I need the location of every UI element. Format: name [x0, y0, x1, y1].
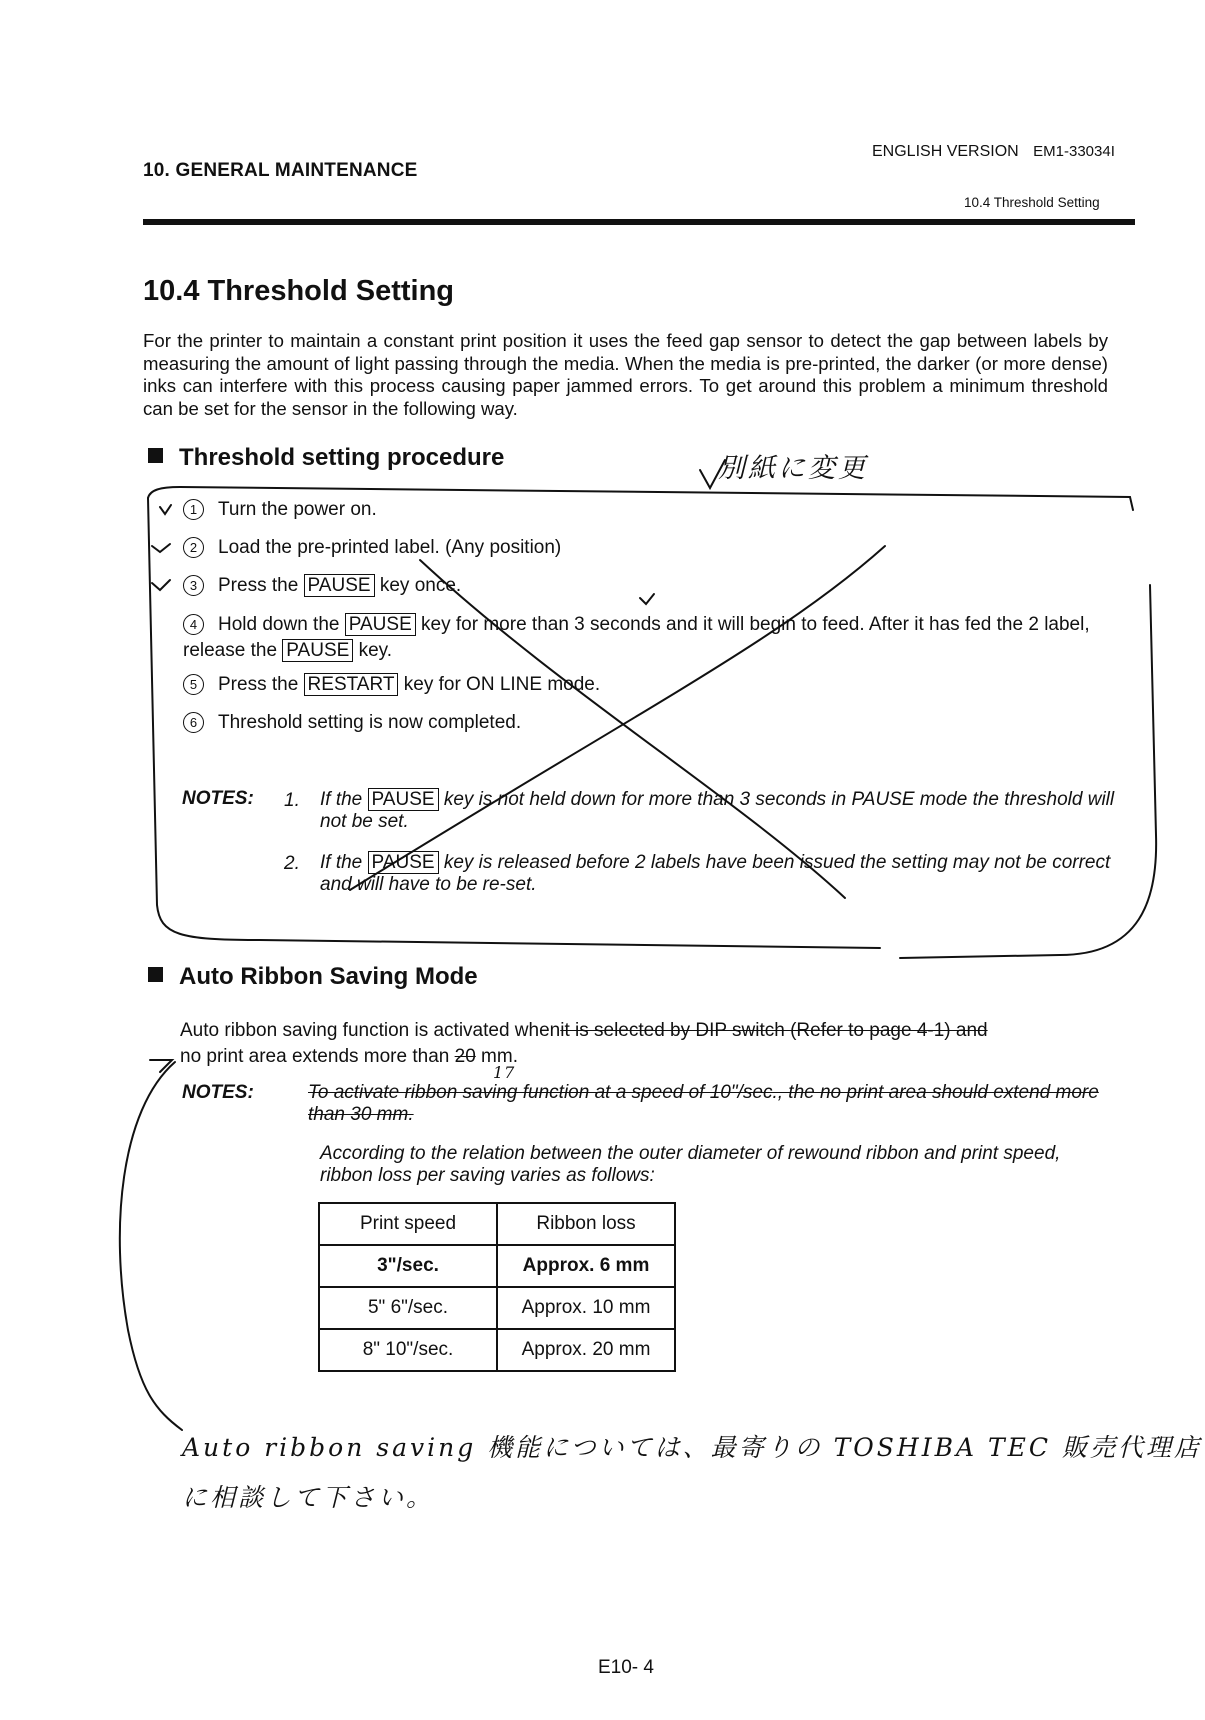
ribbon-text: mm. [481, 1046, 518, 1067]
step-text: Press the [218, 674, 299, 695]
header-subsection: 10.4 Threshold Setting [964, 195, 1100, 210]
step-number: 3 [183, 575, 204, 596]
step-text: key once. [379, 575, 462, 596]
handwritten-comment-line-1: Auto ribbon saving 機能については、最寄りの TOSHIBA TEC 販売代理店 [182, 1433, 1202, 1462]
restart-key: RESTART [304, 673, 399, 696]
table-cell: Approx. 6 mm [497, 1245, 675, 1287]
step-text: Hold down the [218, 614, 340, 635]
intro-paragraph: For the printer to maintain a constant print position it uses the feed gap sensor to detect the gap between labels by measuring the amount of light passing through the media. When the media is pre-printed, the darker (or more dense) inks can interfere with this process causing paper jammed errors. To get around this problem a minimum threshold can be set for the sensor in the following way. [143, 330, 1108, 419]
step-check-3 [152, 580, 170, 590]
procedure-bracket [148, 487, 1133, 510]
step-check-2 [152, 544, 170, 552]
notes-label: NOTES: [182, 788, 254, 809]
step-number: 1 [183, 499, 204, 520]
note-text: key is not held down for more than 3 seconds in PAUSE mode the threshold will not be set. [320, 789, 1115, 832]
ribbon-text: no print area extends more than [180, 1046, 450, 1067]
pause-key: PAUSE [345, 613, 416, 636]
version-label: ENGLISH VERSION [872, 143, 1019, 160]
step-number: 4 [183, 614, 204, 635]
pause-key: PAUSE [368, 851, 439, 874]
table-header: Print speed [319, 1203, 497, 1245]
step-text: key for more than 3 seconds and it will begin to feed. After it has fed the 2 label, release the [183, 614, 1090, 661]
page-number: E10- 4 [598, 1657, 654, 1678]
table-cell: Approx. 20 mm [497, 1329, 675, 1371]
step-number: 2 [183, 537, 204, 558]
note-text: key is released before 2 labels have been issued the setting may not be correct and will have to be re-set. [320, 852, 1111, 895]
pause-key: PAUSE [282, 639, 353, 662]
procedure-bracket-right [900, 585, 1156, 958]
struck-note-1: To activate ribbon saving function at a speed of 10"/sec., the no print area should extend more than 30 mm. [308, 1082, 1099, 1125]
header-section-title: 10. GENERAL MAINTENANCE [143, 160, 418, 181]
pause-key: PAUSE [304, 574, 375, 597]
document-code: EM1-33034I [1033, 143, 1115, 160]
procedure-heading-text: Threshold setting procedure [179, 444, 505, 471]
check-mark [700, 460, 725, 488]
step-number: 5 [183, 674, 204, 695]
check-mark-small [640, 594, 654, 604]
handwritten-annotation: 別紙に変更 [718, 453, 868, 484]
step-number: 6 [183, 712, 204, 733]
step-text: Load the pre-printed label. (Any position) [218, 537, 562, 558]
note-text: If the [320, 852, 363, 873]
handwritten-correction: 17 [493, 1063, 516, 1082]
procedure-bracket-left [148, 498, 880, 948]
note-text: If the [320, 789, 363, 810]
step-text: Press the [218, 575, 299, 596]
table-cell: 8" 10"/sec. [319, 1329, 497, 1371]
table-header: Ribbon loss [497, 1203, 675, 1245]
arrow-head [150, 1060, 172, 1072]
table-cell: 3"/sec. [319, 1245, 497, 1287]
step-text: key for ON LINE mode. [403, 674, 601, 695]
page-title: 10.4 Threshold Setting [143, 275, 454, 307]
ribbon-bracket [120, 1062, 182, 1430]
ribbon-text: Auto ribbon saving function is activated when [180, 1020, 561, 1041]
step-check-1 [160, 505, 171, 514]
note-2-number: 2. [284, 853, 300, 874]
handwritten-comment-line-2: に相談して下さい。 [182, 1483, 435, 1512]
step-text: key. [358, 640, 393, 661]
ribbon-notes-label: NOTES: [182, 1082, 254, 1103]
pause-key: PAUSE [368, 788, 439, 811]
table-cell: 5" 6"/sec. [319, 1287, 497, 1329]
cross-stroke-1 [350, 546, 885, 890]
step-text: Turn the power on. [218, 499, 377, 520]
step-text: Threshold setting is now completed. [218, 712, 522, 733]
table-cell: Approx. 10 mm [497, 1287, 675, 1329]
struck-text: it is selected by DIP switch (Refer to page 4-1) and [560, 1020, 988, 1041]
struck-value: 20 [454, 1046, 476, 1067]
note-1-number: 1. [284, 790, 300, 811]
ribbon-heading-text: Auto Ribbon Saving Mode [179, 963, 478, 990]
cross-stroke-2 [420, 560, 845, 898]
ribbon-note-2: According to the relation between the outer diameter of rewound ribbon and print speed, ribbon loss per saving varies as follows: [320, 1143, 1061, 1186]
